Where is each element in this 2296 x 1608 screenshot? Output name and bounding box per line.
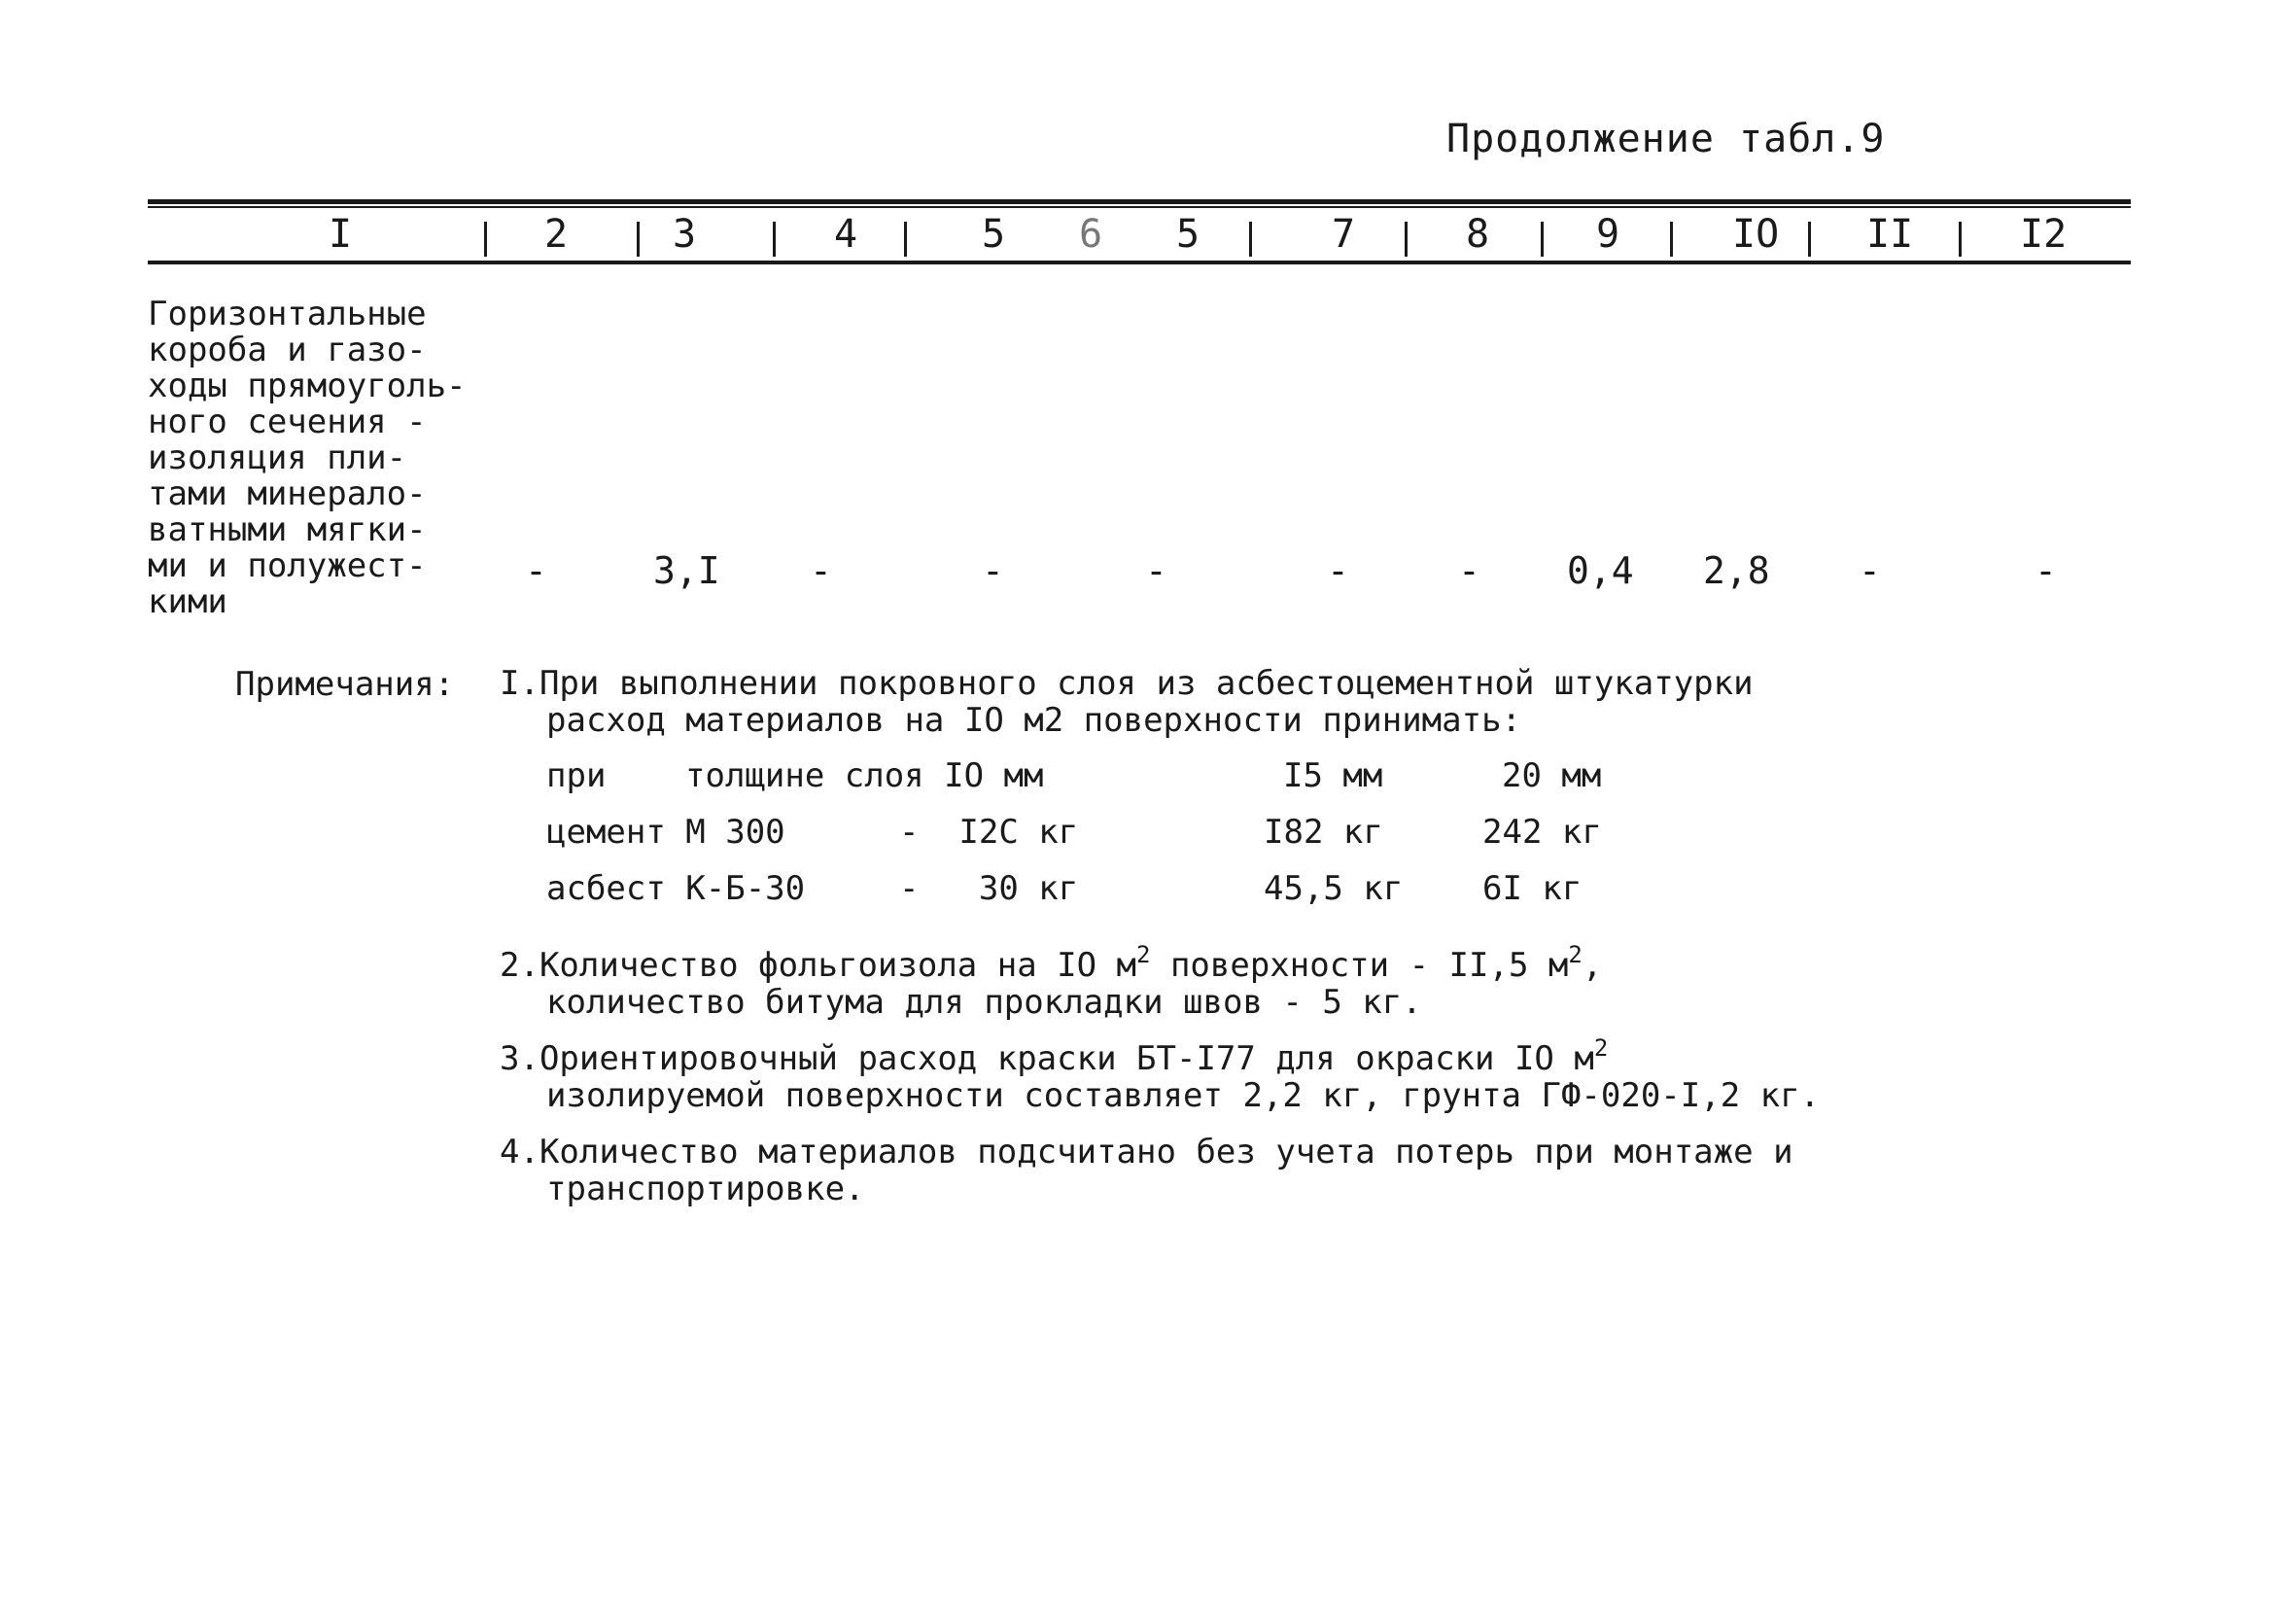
column-separator xyxy=(904,222,907,257)
note-table-cell: 242 кг xyxy=(1482,813,1602,852)
note-4-line-1: 4.Количество материалов подсчитано без учета потерь при монтаже и xyxy=(500,1133,1793,1171)
note-table-cell: 6I кг xyxy=(1482,869,1583,908)
column-header: I2 xyxy=(2020,212,2068,257)
table-cell: - xyxy=(1145,549,1167,592)
column-header: 2 xyxy=(544,212,569,257)
note-table-cell: при xyxy=(546,756,607,795)
note-2-line-2: количество битума для прокладки швов - 5 кг. xyxy=(546,983,1422,1022)
column-header: 8 xyxy=(1466,212,1490,257)
note-2-line-1: 2.Количество фольгоизола на IO $м^2$ поверхности - II,5 $м^2$, xyxy=(500,941,1603,985)
note-table-cell: 20 мм xyxy=(1502,756,1602,795)
table-cell: 0,4 xyxy=(1567,549,1634,592)
column-separator xyxy=(1405,222,1408,257)
table-cell: - xyxy=(1327,549,1349,592)
note-1-line-1: I.При выполнении покровного слоя из асбестоцементной штукатурки xyxy=(500,664,1754,703)
column-header: 5 xyxy=(982,212,1006,257)
column-separator xyxy=(1959,222,1962,257)
table-cell: 2,8 xyxy=(1703,549,1770,592)
table-top-rule xyxy=(148,199,2131,204)
column-separator xyxy=(637,222,640,257)
note-3-line-1: 3.Ориентировочный расход краски БТ-I77 для окраски IO $м^2$ xyxy=(500,1034,1609,1078)
table-cell: - xyxy=(525,549,547,592)
column-header: IO xyxy=(1732,212,1780,257)
column-separator xyxy=(484,222,487,257)
note-1-line-2: расход материалов на IO м2 поверхности принимать: xyxy=(546,701,1522,740)
column-separator xyxy=(773,222,776,257)
notes-heading: Примечания: xyxy=(235,665,455,704)
note-table-cell: I82 кг xyxy=(1264,813,1383,852)
column-header: 9 xyxy=(1596,212,1620,257)
note-table-cell: I5 мм xyxy=(1283,756,1383,795)
note-table-cell: цемент М 300 xyxy=(546,813,785,852)
column-header: 5 xyxy=(1176,212,1200,257)
note-4-line-2: транспортировке. xyxy=(546,1170,865,1208)
column-header: II xyxy=(1866,212,1914,257)
column-separator xyxy=(1249,222,1252,257)
column-header: 6 xyxy=(1079,212,1103,257)
table-cell: - xyxy=(2035,549,2057,592)
table-cell: 3,I xyxy=(653,549,720,592)
row-label: Горизонтальные короба и газо- ходы прямоуголь- ного сечения - изоляция пли- тами минерало- ватными мягки- ми и полужест- кими xyxy=(148,295,467,621)
header-bottom-rule xyxy=(148,261,2131,264)
table-top-rule-thin xyxy=(148,206,2131,208)
note-table-cell: асбест К-Б-30 xyxy=(546,869,806,908)
table-cell: - xyxy=(1458,549,1480,592)
page-title: Продолжение табл.9 xyxy=(1446,117,1886,161)
column-header: 7 xyxy=(1332,212,1356,257)
note-table-cell: - I2C кг xyxy=(899,813,1079,852)
table-cell: - xyxy=(810,549,832,592)
column-header: I xyxy=(329,212,353,257)
column-separator xyxy=(1541,222,1544,257)
table-cell: - xyxy=(982,549,1004,592)
note-table-cell: толщине слоя IO мм xyxy=(685,756,1044,795)
note-table-cell: 45,5 кг xyxy=(1264,869,1404,908)
column-separator xyxy=(1808,222,1811,257)
column-separator xyxy=(1670,222,1673,257)
column-header: 4 xyxy=(834,212,858,257)
note-3-line-2: изолируемой поверхности составляет 2,2 кг, грунта ГФ-020-I,2 кг. xyxy=(546,1076,1821,1115)
note-table-cell: - 30 кг xyxy=(899,869,1079,908)
table-cell: - xyxy=(1859,549,1881,592)
column-header: 3 xyxy=(673,212,697,257)
